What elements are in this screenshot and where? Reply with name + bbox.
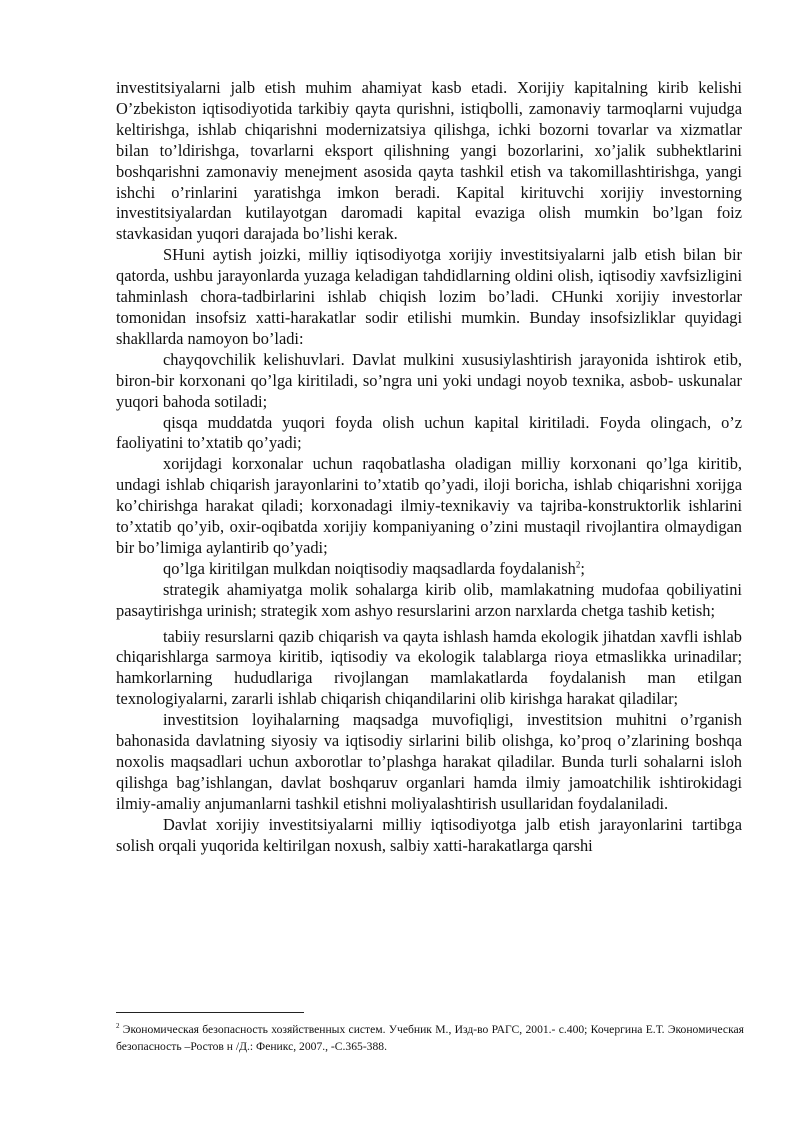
paragraph-speculation: chayqovchilik kelishuvlari. Davlat mulkini xususiylashtirish jarayonida ishtirok etib, biron-bir korxonani qo’lga kiritiladi, so’ngra uni yoki undagi noyob texnika, asbob- uskunalar yuqori bahoda sotiladi; — [116, 349, 742, 411]
noneconomic-use-suffix: ; — [580, 558, 585, 578]
footnote-divider — [116, 1012, 304, 1013]
paragraph-intro: investitsiyalarni jalb etish muhim ahamiyat kasb etadi. Xorijiy kapitalning kirib kelishi O’zbekiston iqtisodiyotida tarkibiy qayta qurishni, istiqbolli, zamonaviy tarmoqlarni vujudga keltirishga, ishlab chiqarishni modernizatsiya qilishga, ichki bozorni tovarlar va xizmatlar bilan to’ldirishga, tovarlarni eksport qilishning yangi bozorlarini, xo’jalik subhektlarini boshqarishni zamonaviy menejment asosida qayta tashkil etish va takomillashtirishga, yangi ishchi o’rinlarini yaratishga imkon beradi. Kapital kirituvchi xorijiy investorning investitsiyalardan kutilayotgan daromadi kapital evaziga olish mumkin bo’lgan foiz stavkasidan yuqori darajada bo’lishi kerak. — [116, 78, 742, 244]
paragraph-natural-resources: tabiiy resurslarni qazib chiqarish va qayta ishlash hamda ekologik jihatdan xavfli ishlab chiqarishlarga sarmoya kiritib, iqtisodiy va ekologik talablarga rioya etmaslikka urinadilar; hamkorlarning hududlariga rivojlangan mamlakatlarda foydalanish man etilgan texnologiyalarni, zararli ishlab chiqarish chiqandilarini olib kirishga harakat qiladilar; — [116, 626, 742, 709]
paragraph-state-regulation: Davlat xorijiy investitsiyalarni milliy iqtisodiyotga jalb etish jarayonlarini tartibga solish orqali yuqorida keltirilgan noxush, salbiy xatti-harakatlarga qarshi — [116, 814, 742, 855]
paragraph-threats: SHuni aytish joizki, milliy iqtisodiyotga xorijiy investitsiyalarni jalb etish bilan bir qatorda, ushbu jarayonlarda yuzaga keladigan tahdidlarning oldini olish, iqtisodiy xavfsizligini tahminlash chora-tadbirlarini ishlab chiqish lozim bo’ladi. CHunki xorijiy investorlar tomonidan insofsiz xatti-harakatlar sodir etilishi mumkin. Bunday insofsizliklar quyidagi shakllarda namoyon bo’ladi: — [116, 245, 742, 348]
paragraph-strategic-sectors: strategik ahamiyatga molik sohalarga kirib olib, mamlakatning mudofaa qobiliyatini pasaytirishga urinish; strategik xom ashyo resurslarini arzon narxlarda chetga tashib ketish; — [116, 579, 742, 620]
noneconomic-use-text: qo’lga kiritilgan mulkdan noiqtisodiy maqsadlarda foydalanish — [163, 558, 576, 578]
paragraph-competitor-takeover: xorijdagi korxonalar uchun raqobatlasha oladigan milliy korxonani qo’lga kiritib, undagi ishlab chiqarish jarayonlarini to’xtatib qo’yadi, iloji boricha, ishlab chiqarishni xorijga ko’chirishga harakat qiladi; korxonadagi ilmiy-texnikaviy va tajriba-konstruktorlik ishlarini to’xtatib qo’yib, oxir-oqibatda xorijiy kompaniyaning o’zini mustaqil rivojlantira olmaydigan bir bo’limiga aylantirib qo’yadi; — [116, 454, 742, 557]
footnote-text: Экономическая безопасность хозяйственных систем. Учебник М., Изд-во РАГС, 2001.- с.400; Кочергина Е.Т. Экономическая безопасность –Ростов н /Д.: Феникс, 2007., -С.365-388. — [116, 1023, 744, 1053]
body-text — [116, 78, 742, 857]
footnote-marker: 2 — [116, 1022, 120, 1031]
paragraph-noneconomic-use — [116, 559, 742, 580]
footnote — [116, 1021, 744, 1055]
paragraph-short-term-profit: qisqa muddatda yuqori foyda olish uchun kapital kiritiladi. Foyda olingach, o’z faoliyatini to’xtatib qo’yadi; — [116, 412, 742, 453]
paragraph-investment-espionage: investitsion loyihalarning maqsadga muvofiqligi, investitsion muhitni o’rganish bahonasida davlatning siyosiy va iqtisodiy sirlarini bilib olishga, ko’proq o’zlarining boshqa noxolis maqsadlari uchun axborotlar to’plashga harakat qiladilar. Bunda turli sohalarni isloh qilishga bag’ishlangan, davlat boshqaruv organlari hamda ilmiy jamoatchilik ishtirokidagi ilmiy-amaliy anjumanlarni tashkil etishni moliyalashtirish usullaridan foydalaniladi. — [116, 710, 742, 813]
footnote-reference[interactable]: 2 — [575, 559, 581, 570]
